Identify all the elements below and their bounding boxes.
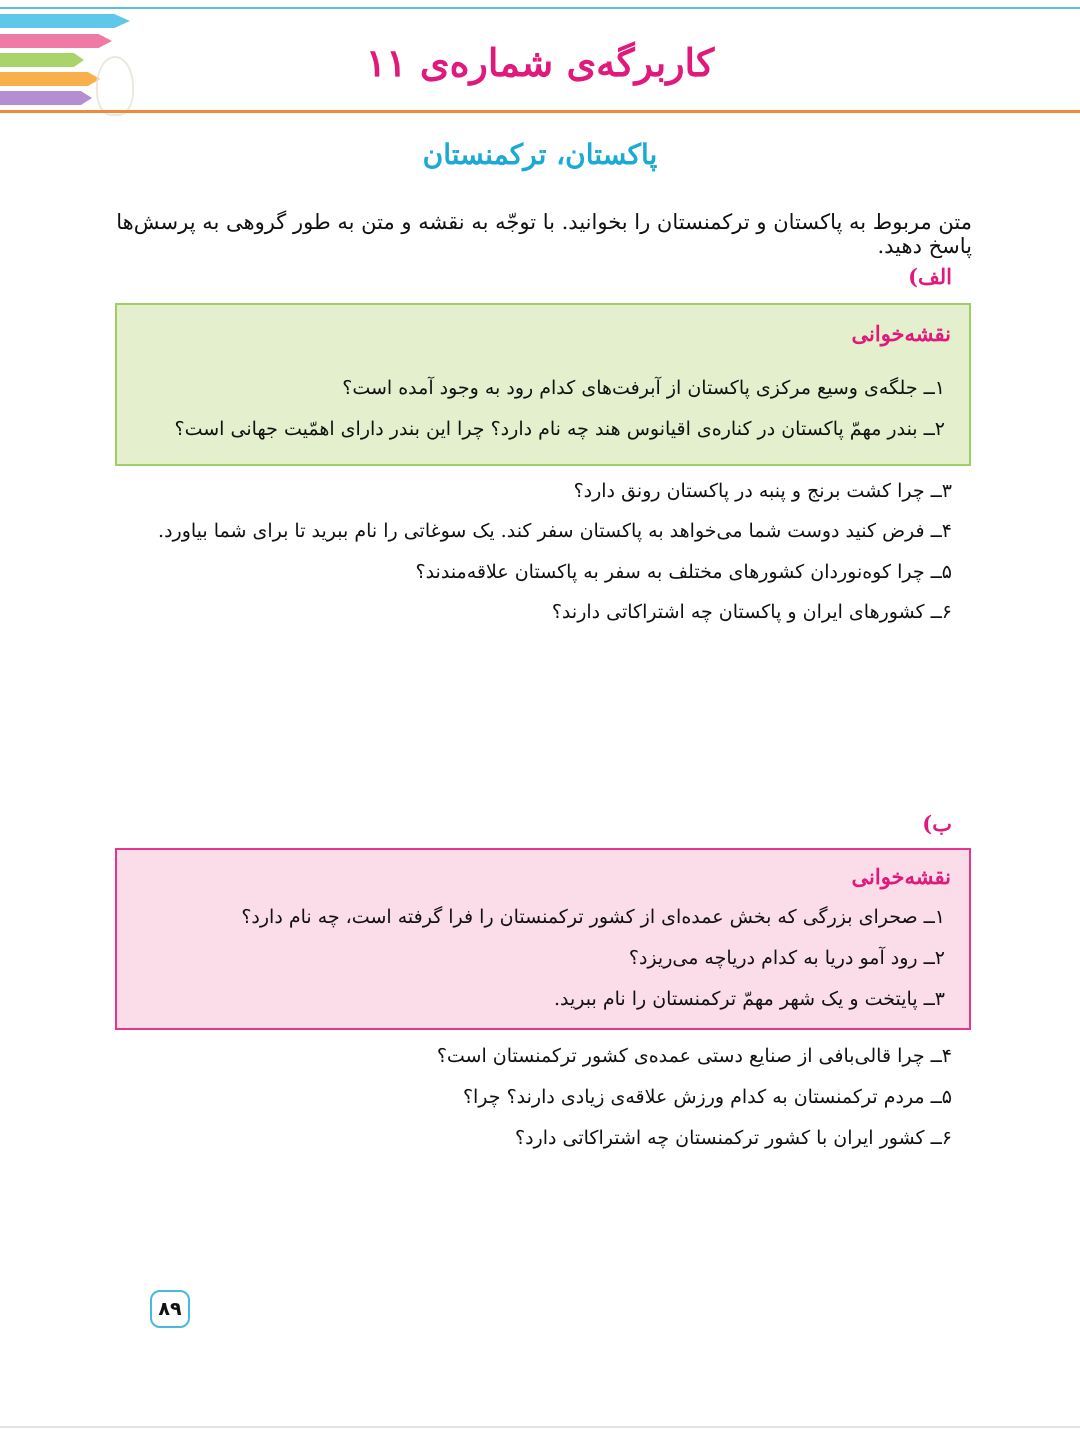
- map-reading-heading: نقشه‌خوانی: [851, 864, 951, 889]
- lesson-subtitle: پاکستان، ترکمنستان: [422, 138, 658, 171]
- instructions-text: متن مربوط به پاکستان و ترکمنستان را بخوانید. با توجّه به نقشه و متن به طور گروهی به پرسش‌ها پاسخ دهید.: [116, 210, 972, 258]
- question-a-4: ۴ــ فرض کنید دوست شما می‌خواهد به پاکستان سفر کند. یک سوغاتی را نام ببرید تا برای شما بیاورد.: [158, 520, 952, 542]
- map-reading-heading: نقشه‌خوانی: [851, 321, 951, 346]
- question-a-2: ۲ــ بندر مهمّ پاکستان در کناره‌ی اقیانوس هند چه نام دارد؟ چرا این بندر دارای اهمّیت جهانی است؟: [174, 418, 945, 440]
- question-a-3: ۳ــ چرا کشت برنج و پنبه در پاکستان رونق دارد؟: [573, 480, 952, 502]
- question-b-6: ۶ــ کشور ایران با کشور ترکمنستان چه اشتراکاتی دارد؟: [514, 1127, 952, 1149]
- section-b-label: ب): [922, 811, 952, 836]
- question-b-5: ۵ــ مردم ترکمنستان به کدام ورزش علاقه‌ی زیادی دارند؟ چرا؟: [462, 1086, 952, 1108]
- question-b-3: ۳ــ پایتخت و یک شهر مهمّ ترکمنستان را نام ببرید.: [554, 988, 945, 1010]
- question-b-2: ۲ــ رود آمو دریا به کدام دریاچه می‌ریزد؟: [628, 947, 945, 969]
- page-number: ۸۹: [150, 1290, 190, 1328]
- section-a-label: الف): [908, 264, 952, 289]
- bottom-rule: [0, 1426, 1080, 1428]
- question-a-5: ۵ــ چرا کوه‌نوردان کشورهای مختلف به سفر به پاکستان علاقه‌مندند؟: [415, 561, 952, 583]
- question-a-1: ۱ــ جلگه‌ی وسیع مرکزی پاکستان از آبرفت‌های کدام رود به وجود آمده است؟: [342, 377, 945, 399]
- worksheet-title: کاربرگه‌ی شماره‌ی ۱۱: [365, 40, 715, 85]
- question-b-4: ۴ــ چرا قالی‌بافی از صنایع دستی عمده‌ی کشور ترکمنستان است؟: [436, 1045, 952, 1067]
- question-b-1: ۱ــ صحرای بزرگی که بخش عمده‌ای از کشور ترکمنستان را فرا گرفته است، چه نام دارد؟: [241, 906, 945, 928]
- question-a-6: ۶ــ کشورهای ایران و پاکستان چه اشتراکاتی دارند؟: [551, 601, 952, 623]
